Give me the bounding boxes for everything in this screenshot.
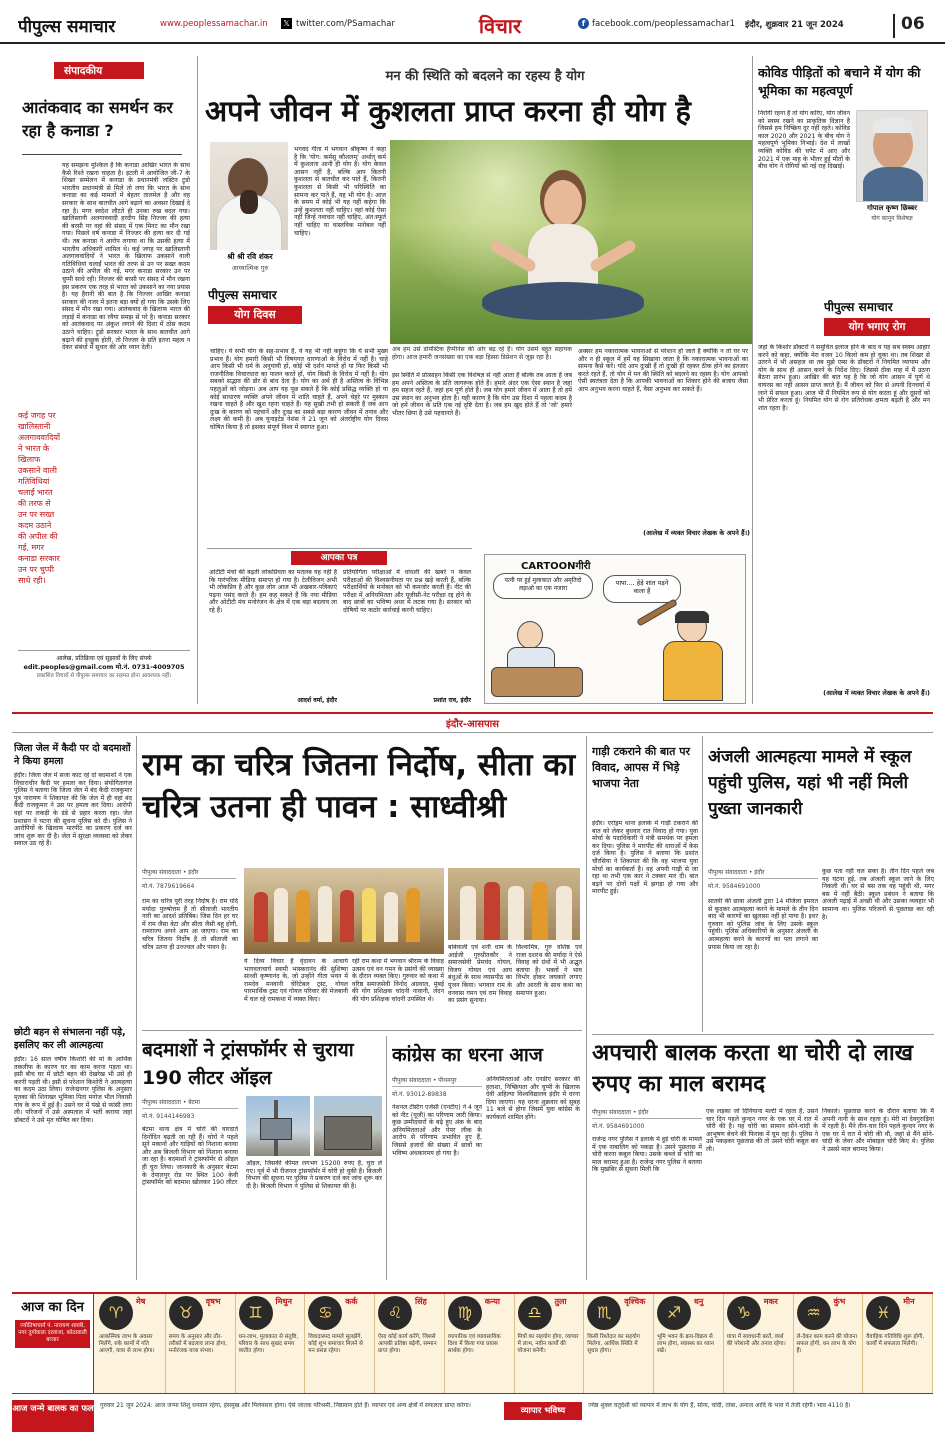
masthead-website[interactable]: www.peoplessamachar.in: [160, 19, 268, 29]
author-title-ravishankar: आध्यात्मिक गुरु: [231, 264, 269, 272]
author-name-chhibber: गोपाल कृष्ण छिब्बर: [867, 204, 917, 212]
letter-2: प्रतियोगिता परीक्षाओं में धांधली की खबरें न केवल परीक्षाओं की विश्वसनीयता पर प्रश्न खड़े करती हैं, बल्कि परीक्षार्थियों के मनोबल को भी कमजोर करती हैं। नीट की परीक्षा में अनियमितता और यूजीसी-नेट परीक्षा रद्द होने के बाद छात्रों का भविष्य अधर में लटक गया है। सरकार को दोषियों पर कठोर कार्रवाई करनी चाहिए।: [343, 569, 471, 614]
author-photo-ravishankar: [210, 142, 288, 250]
zodiac-text: विवादास्पद मामले सुलझेंगे, कोई शुभ समाचार मिलने से मन प्रसन्न रहेगा।: [308, 1334, 363, 1354]
apchari-phone: मो.नं. 9584691000: [592, 1123, 645, 1130]
zodiac-name: कुंभ: [833, 1297, 846, 1306]
yoga-col-c: इस स्थिति में प्रोत्साहन किसी एक विशेषज्ञ से नहीं आता है बल्कि तब आता है जब हम अपने अस्तित्व के प्रति जागरूक होते हैं। हमारे अंदर एक ऐसा स्थान है जहां हम सहज रहते हैं, जहां हम पूर्ण होते हैं। जब योग हमारे जीवन में आता है तो हमें उस स्थान का अनुभव होता है। यही कारण है कि योग उस दिशा में पहला कदम है जो हमें जीवन के प्रति एक नई दृष्टि देता है। जब हम खुद हाेते हैं तो 'जो' हमारे भीतर छिपा है उसे पहचानते हैं।: [392, 372, 572, 417]
zodiac-glyph-icon: ♓: [866, 1296, 900, 1330]
yoga-photo: [390, 140, 752, 344]
anjali-bottom-rule: [592, 1034, 934, 1035]
yoga-col-main: चाहिए। ये सभी योग के सह-प्रभाव हैं, ये यह भी नहीं कहूंगा कि ये सभी मुख्य प्रभाव हैं। योग हमारी किसी भी विषयगत धारणाओं के विरोध में नहीं है। चाहे आप किसी भी धर्म के अनुयायी हों, कोई भी दर्शन मानते हों या फिर किसी भी राजनीतिक विचारधारा का पालन करते हों, योग किसी के विरोध में नहीं है। योग सबको सद्भाव की डोर से बांध देता है। योग का अर्थ ही है अस्तित्व के विभिन्न पहलुओं को जोड़ना। अब आप यह पूछ सकते हैं कि कोई प्रसिद्ध व्यक्ति हो या कोई साधारण व्यक्ति अपने जीवन में शांति चाहते हैं, अपने चेहरे पर मुस्कान रखना चाहते हैं और खुश रहना चाहते हैं। यह सुखी तभी हो सकती है जब आप दुःख के कारण को पहचानें और दुःख का सबसे बड़ा कारण जीवन में तनाव और लक्ष्य की कमी है। अब यूनाइटेड नेशंस ने 21 जून को अंतर्राष्ट्रीय योग दिवस घोषित किया है तो इसका संपूर्ण विश्व में स्वागत हुआ।: [210, 348, 388, 431]
zodiac-text: समय के अनुसार और तौर-तरीकों में बदलाव लाना होगा, मनोरंजक यात्रा संभव।: [168, 1334, 227, 1354]
left-news-rule: [136, 736, 137, 1280]
cartoon-bubble-left: पत्नी पर हुई मुलाकात और अमृतिदो लड़ाओ का एक नजारा: [493, 573, 593, 599]
zodiac-text: वैवाहिक गतिविधि शुरू होगी, कार्यों में सफलता मिलेगी।: [866, 1334, 925, 1347]
editorial-column-rule: [197, 56, 198, 704]
zodiac-glyph-icon: ♈: [99, 1296, 133, 1330]
zodiac-name: तुला: [554, 1297, 567, 1306]
cartoon-box: [484, 554, 746, 704]
congress-phone: मो.नं. 93012-89838: [392, 1091, 447, 1098]
cartoon-sofa: [491, 667, 583, 697]
cartoon-bubble-right: पापा.... हेड़े शांत पड़ने वाला है: [603, 575, 681, 603]
anjali-phone: मो.नं. 9584691000: [708, 883, 761, 890]
horoscope-strip: [12, 1292, 933, 1394]
author-name-ravishankar: श्री श्री रवि शंकर: [227, 252, 273, 261]
janma-label: आज जन्मे बालक का फल: [12, 1400, 94, 1432]
yoga-col1: भगवद गीता में भगवान श्रीकृष्ण ने कहा है कि 'योग: कर्मसु कौशलम्' अर्थात् कर्म में कुशलता आनी ही योग है। योग केवल आसन नहीं है, बल्कि आप कितनी कुशलता से बातचीत कर पाते हैं, कितनी कुशलता से किसी भी परिस्थिति का सामना कर पाते हैं, यह भी योग है। आज के समय में कोई भी यह नहीं कहेगा कि उन्हें कुशलता नहीं चाहिए। वहां कोई ऐसा नहीं जिन्हें नवाचार नहीं चाहिए, अंत:स्फूर्त नहीं चाहिए या वास्तविक मनोबल नहीं चाहिए।: [294, 146, 386, 237]
zodiac-glyph-icon: ♉: [169, 1296, 203, 1330]
congress-byline: पीपुल्स संवाददाता • पीथमपुर: [392, 1076, 482, 1087]
zodiac-name: मीन: [903, 1297, 915, 1306]
ram-photo: [244, 868, 444, 954]
facebook-icon: f: [578, 18, 589, 29]
cartoon-woman-figure: [657, 611, 733, 701]
editorial-label: संपादकीय: [54, 62, 144, 79]
editorial-footer-email[interactable]: edit.peoples@gmail.com मो.नं. 0731-4009705: [23, 663, 185, 671]
editorial-body: यह समझना मुश्किल है कि कनाडा आखिर भारत के साथ कैसे रिश्ते रखना चाहता है। इटली में आयोजित जी-7 के शिखर सम्मेलन में कनाडा के प्रधानमंत्री जस्टिन ट्रूडो भारतीय प्रधानमंत्री से मिले तो लगा कि भारत के साथ कनाडा का कई मामलों में बेहतर तालमेल है और वह सरकार के साथ बातचीत आगे बढ़ाने का अवसर दिखाई दे रहा है। मगर स्वदेश लौटते ही उनका रुख बदल गया। खालिस्तानी अलगाववादी हरदीप सिंह निज्जर की हत्या की बरसी पर वहां की संसद में एक मिनट का मौन रखा गया। पिछले वर्ष कनाडा में निज्जर की हत्या कर दी गई थी। तब कनाडा ने आरोप लगाया था कि उसकी हत्या में भारतीय अधिकारी शामिल थे। कई जगह पर खालिस्तानी अलगाववादियों ने भारत के खिलाफ उकसाने वाली गतिविधियां चलाईं भारत की तरफ से उन पर सख्त कदम उठाने की अपील की गई, मगर कनाडा सरकार उन पर चुप्पी साधे रही। निज्जर की बरसी पर संसद में मौन रखना इस प्रकरण एक तरह से भारत को उकसाने का नया प्रयास है। यह हैरानी की बात है कि निज्जर आखिर कनाडा सरकार की नजर में इतना बड़ा क्यों हो गया कि उसके लिए संसद में मौन रखा गया। आतंकवाद के खिलाफ भारत की लड़ाई में कनाडा का रवैया समझ से परे है। कनाडा सरकार को आतंकवाद पर अंकुश लगाने की दिशा में ठोस कदम उठाने चाहिए। ट्रूडो सरकार भारत के साथ बातचीत आगे बढ़ाने की इच्छुक होती, तो निज्जर के प्रति इतना महत्व न देकर संबंधों में सुधार की ओर ध्यान देती।: [62, 162, 190, 352]
zodiac-glyph-icon: ♌: [378, 1296, 412, 1330]
editorial-footer: [18, 650, 190, 698]
editorial-headline: आतंकवाद का समर्थन कर रहा है कनाडा ?: [22, 98, 173, 140]
editorial-footer-disclaimer: प्रकाशित विचारों से पीपुल्स समाचार का सहमत होना आवश्यक नहीं।: [36, 673, 172, 679]
local-top-rule: [12, 712, 933, 714]
covid-body-top: निरोगी रहना है तो योग करिए, योग जीवन को स्वस्थ रखने का प्राकृतिक विज्ञान है जिससे हम निष्क्रिय दूर नहीं रहते। कोविड काल 2020 और 2021 के बीच योग ने महत्वपूर्ण भूमिका निभाई। देश में लाखों व्यक्ति कोविड की चपेट में आए और 2021 में एक माह के भीतर हुई मौतों के बीच योग ने रोगियों को नई राह दिखाई।: [758, 110, 850, 171]
apchari-col2: एक लड़का जो दिनियाना मल्टी में रहता है, उसने चार दिन पहले कुन्दन नगर के एक घर में रात में चोरी की है। यह चोरी का सामान सोने-चांदी के आभूषण बेचने की फिराक में घूम रहा है। पुलिस ने उसे पकड़कर पूछताछ की तो उसने चोरी कबूल कर ली।: [706, 1108, 818, 1153]
gadi-body: इंदौर। एरोड्रम थाना इलाके में गाड़ी टकराने की बात को लेकर बुधवार रात विवाद हो गया। युवा मोर्चा के पदाधिकारी ने मंत्री समर्थक पर हमला कर दिया। पुलिस ने मारपीट की धाराओं में केस दर्ज किया है। पुलिस ने बताया कि प्रशांत चौरसिया ने शिकायत की कि वह भाजपा युवा मोर्चा का कार्यकर्ता है। वह अपनी गाड़ी से जा रहा था तभी एक कार ने टक्कर मार दी। बात बढ़ने पर दोनों पक्षों में झगड़ा हो गया और मारपीट हुई।: [592, 820, 698, 896]
zodiac-text: आकस्मिक लाभ के अवसर मिलेंगे, रुके कामों में गति आएगी, यात्रा से लाभ होगा।: [99, 1334, 155, 1354]
transformer-photo-2: [314, 1096, 382, 1156]
transformer-headline: बदमाशों ने ट्रांसफॉर्मर से चुराया 190 लीटर ऑइल: [142, 1039, 354, 1089]
zodiac-text: यात्रा में सावधानी बरतें, व्यर्थ की परेशानी और तनाव रहेगा।: [726, 1334, 786, 1347]
zodiac-box: [236, 1294, 306, 1394]
zodiac-name: मिथुन: [275, 1297, 292, 1306]
zodiac-glyph-icon: ♏: [587, 1296, 621, 1330]
ram-photo-caption: ये दिव्य विचार हैं वृंदावन के आचार्य भागवताचार्य स्वामी भास्करानंद की सुशिष्या साध्वी कृष्णानंद के, जो उन्होंने गीता भवन में रामदेव मनवानी चेरिटेबल ट्रस्ट, गोयल पारमार्थिक ट्रस्ट एवं गोयल परिवार की मेजबानी में चल रहे रामकथा में व्यक्त किए।: [244, 958, 348, 1003]
yoga-kicker: मन की स्थिति को बदलने का रहस्य है योग: [385, 69, 585, 84]
author-photo-chhibber: [856, 110, 928, 202]
zodiac-glyph-icon: ♍: [448, 1296, 482, 1330]
ram-phone: मो.नं. 7879619664: [142, 883, 195, 890]
apchari-col3: निकाले। पूछताछ करने के दौरान बताया कि मैं अपनी नानी के साथ रहता हूं। मेरी मां देवगुराड़िया में रहती है। मैंने तीन-चार दिन पहले कुन्दन नगर के एक घर में रात में चोरी की थी, जहां से मैंने सोने-चांदी के जेवर और मोबाइल चोरी किए थे। पुलिस ने उससे माल बरामद किया।: [822, 1108, 934, 1153]
local-section-label: इंदौर-आसपास: [445, 719, 500, 730]
anjali-col2: कुछ पता नहीं चल सका है। तीन दिन पहले जब यह घटना हुई, तब अंजली स्कूल जाने के लिए निकली थी। घर से बस तक वह पहुंची थी, मगर बस में नहीं बैठी। स्कूल प्रबंधन ने बताया कि अंजली पढ़ाई में अच्छी थी और उसका व्यवहार भी सामान्य था। पुलिस परिजनों से पूछताछ कर रही है।: [822, 868, 934, 921]
ram-bottom-rule: [142, 1030, 582, 1031]
zodiac-box: [654, 1294, 724, 1394]
zodiac-text: मित्रों का सहयोग होगा, व्यापार में लाभ, नवीन कार्यों की योजना बनेगी।: [517, 1334, 579, 1354]
masthead-twitter[interactable]: twitter.com/PSamachar: [296, 19, 395, 29]
zodiac-box: [584, 1294, 654, 1394]
zodiac-name: कर्क: [345, 1297, 358, 1306]
ram-col5: विश्वामित्र, गुरु वशिष्ठ एवं राजा दशरथ की मर्यादा ने ऐसे विवाह को ग्रंथों में भी अद्भुत बताया है। भक्तों ने भाव विभोर होकर जयकारे लगाए और आरती के साथ कथा का समापन हुआ।: [516, 944, 582, 997]
zodiac-text: ले-देकर काम करने की योजना सफल होगी, धन लाभ के योग हैं।: [796, 1334, 857, 1354]
transformer-phone: मो.नं. 9144146983: [142, 1113, 195, 1120]
letter-1-sign: आदर्श वर्मा, इंदौर: [297, 697, 337, 704]
jail-headline: जिला जेल में कैदी पर दो बदमाशों ने किया हमला: [14, 743, 131, 767]
zodiac-text: धन-लाभ, मुलाकात से संतुष्टि, परिवार के साथ सुखद समय व्यतीत होगा।: [238, 1334, 299, 1354]
today-text: ज्योतिषाचार्य पं. नारायण शास्त्री, नगर दुर्गावाला दरवाजा, कोठावाली बाजार: [15, 1320, 90, 1348]
anjali-col1: सातवीं की छात्रा अंजली द्वारा 14 मंजिला इमारत से कूदकर आत्महत्या करने के मामले के तीन दिन बाद भी कारणों का खुलासा नहीं हो पाया है। इधर गुरुवार को पुलिस जांच के लिए उसके स्कूल पहुंची। पुलिस अधिकारियों के अनुसार अंजली के आत्महत्या करने के कारणों का पता लगाने का प्रयास किया जा रहा है।: [708, 898, 818, 951]
letters-box: [207, 548, 472, 708]
transformer-photo: [246, 1096, 310, 1156]
zodiac-name: धनु: [694, 1297, 704, 1306]
section-title: विचार: [478, 14, 522, 38]
zodiac-box: [515, 1294, 585, 1394]
zodiac-text: भूमि भवन के क्रय-विक्रय से लाभ होगा, स्वास्थ्य का ध्यान रखें।: [657, 1334, 714, 1354]
congress-col1: नेशनल टेस्टिंग एजेंसी (एनटीए) ने 4 जून को नीट (यूजी) का परिणाम जारी किया। कुछ उम्मीदवारों के बढ़े हुए अंक के बाद अनियमितताओं और पेपर लीक के आरोप से परिणाम प्रभावित हुए हैं, जिससे हजारों की संख्या में छात्रों का भविष्य अंधकारमय हो गया है।: [392, 1104, 482, 1157]
zodiac-glyph-icon: ♒: [797, 1296, 831, 1330]
author-title-chhibber: योग कानून विशेषज्ञ: [871, 215, 913, 222]
yoga-col-d: अक्सर हम नकारात्मक भावनाओं से परेशान हो जाते हैं क्योंकि न तो घर पर और न ही स्कूल में हमें यह सिखाया जाता है कि नकारात्मक भावनाओं का सामना कैसे करें। यदि आप दुःखी हैं तो दुःखी ही रहकर ठीक होने का इंतजार करते रहते हैं, तो योग में मन की स्थिति को बदलने का रहस्य है। योग आपको ऐसी स्वतंत्रता देता है कि आपकी भावनाओं का शिकार होने की बजाय जैसा आप अनुभव करना चाहते हैं, वैसा अनुभव कर सकते हैं।: [578, 348, 748, 393]
zodiac-row: [96, 1294, 933, 1394]
gadi-headline: गाड़ी टकराने की बात पर विवाद, आपस में भिड़े भाजपा नेता: [592, 745, 690, 790]
editorial-footer-line1: आलेख, प्रतिक्रिया एवं सुझावों के लिए संपर्क: [56, 655, 152, 662]
editorial-pullquote: कई जगह पर खालिस्तानी अलगाववादियों ने भारत के खिलाफ उकसाने वाली गतिविधियां चलाईं भारत की तरफ से उन पर सख्त कदम उठाने की अपील की गई, मगर कनाडा सरकार उन पर चुप्पी साधे रही।: [18, 411, 60, 585]
masthead-bar: [0, 0, 945, 44]
anjali-byline: पीपुल्स संवाददाता • इंदौर: [708, 868, 818, 879]
vyapar-text: ज्येष्ठ शुक्ल चतुर्दशी को व्यापार में लाभ के योग हैं, सोना, चांदी, तांबा, अनाज आदि के भाव में तेजी रहेगी। भाव 4110 है।: [588, 1402, 851, 1409]
ram-photo-2: [448, 868, 580, 940]
zodiac-glyph-icon: ♋: [308, 1296, 342, 1330]
gadi-rule: [702, 736, 703, 1032]
anjali-headline: अंजली आत्महत्या मामले में स्कूल पहुंची पुलिस, यहां भी नहीं मिली पुख्ता जानकारी: [708, 747, 912, 819]
apchari-byline: पीपुल्स संवाददाता • इंदौर: [592, 1108, 702, 1119]
masthead-logo: पीपुल्स समाचार: [18, 17, 116, 37]
zodiac-glyph-icon: ♊: [239, 1296, 273, 1330]
zodiac-text: किसी रिश्तेदार का सहयोग मिलेगा, आर्थिक स्थिति में सुधार होगा।: [587, 1334, 640, 1354]
zodiac-name: सिंह: [415, 1297, 427, 1306]
dateline: इंदौर, शुक्रवार 21 जून 2024: [745, 20, 844, 30]
ram-col4: बांबेवाली एवं शनी धाम के आईजी गुरुप्रीतकौर ने समाजसेवी प्रेमचंद गोयल, विजय गोयल एवं आय बंधुओं के साथ व्यासपीठ का पूजन किया। भगवान राम के वनवास गमन एवं राम विवाह का प्रसंग सुनाया।: [448, 944, 512, 1005]
zodiac-text: ऐसा कोई कार्य करेंगे, जिससे आपकी प्रतिष्ठा बढ़ेगी, सम्मान प्राप्त होगा।: [378, 1334, 437, 1354]
ram-col3: रही राम कथा में भगवान श्रीराम के विवाह उत्सव एवं वन गमन के प्रसंगों की व्याख्या के दौरान व्यक्त किए। गुरुवार को कथा में वरिष्ठ समाजसेवी विनोद अग्रवाल, मुंबई की योग प्रशिक्षक चांदनी नावानी, लंदन की योग प्रशिक्षक चांदनी उपस्थित थे।: [352, 958, 444, 1003]
zodiac-glyph-icon: ♐: [657, 1296, 691, 1330]
zodiac-name: कन्या: [484, 1297, 500, 1306]
zodiac-text: व्यापारिक एवं व्यावसायिक दिशा में किया गया प्रयास सार्थक होगा।: [447, 1334, 501, 1354]
zodiac-box: [375, 1294, 445, 1394]
transformer-col1: बेटमा थाना क्षेत्र में चोरों की वारदातें दिनोंदिन बढ़ती जा रही हैं। चोरों ने पहले सूने मकानों और गाड़ियों को निशाना बनाया और अब बिजली विभाग को निशाना बनाया जा रहा है। बदमाशों ने ट्रांसफॉर्मर से ऑइल ही चुरा लिया। जानकारी के अनुसार बेटमा के देपालपुर रोड पर स्थित 100 केवी ट्रांसफॉर्मर को बदमाश खोलकर 190 लीटर: [142, 1126, 238, 1187]
masthead-facebook[interactable]: facebook.com/peoplessamachar1: [592, 19, 736, 29]
zodiac-box: [794, 1294, 864, 1394]
today-box: [12, 1294, 94, 1394]
apchari-headline: अपचारी बालक करता था चोरी दो लाख रुपए का माल बरामद: [592, 1040, 914, 1097]
apchari-col1: राजेन्द्र नगर पुलिस ने इलाके में हुई चोरी के मामले में एक नाबालिग को पकड़ा है। उसने पूछताछ में चोरी करना कबूल किया। उसके कब्जे से चोरी का माल बरामद हुआ है। राजेन्द्र नगर पुलिस ने बताया कि मुखबिर से सूचना मिली कि: [592, 1136, 702, 1174]
vyapar-label: व्यापार भविष्य: [504, 1402, 582, 1420]
zodiac-name: वृषभ: [205, 1297, 221, 1306]
transformer-rule: [386, 1036, 387, 1280]
zodiac-glyph-icon: ♑: [727, 1296, 761, 1330]
yoga-photo-caption: अब हम उसे डोमेस्टिक हैप्पीनेस की ओर बढ़ रहे हैं। योग उसमें बहुत सहायक होगा। आज हमारी जनसंख्या का एक बड़ा हिस्सा डिप्रेशन से जूझ रहा है।: [392, 346, 572, 361]
zodiac-box: [724, 1294, 794, 1394]
yoga-diwas-logo: पीपुल्स समाचार योग दिवस: [208, 286, 302, 326]
covid-headline: कोविड पीड़ितों को बचाने में योग की भूमिका का महत्वपूर्ण: [758, 65, 921, 98]
letter-1: ओटीटी मंचों की बढ़ती लोकप्रियता का मतलब यह नहीं है कि पारंपरिक मीडिया समाप्त हो गया है। टेलीविजन अभी भी लोकप्रिय है और कुछ लोग आज भी अखबार-पत्रिकाएं पढ़ना पसंद करते हैं। हम कह सकते हैं कि नया मीडिया और ओटीटी मंच मनोरंजन के क्षेत्र में एक बड़ा बदलाव ला रहे हैं।: [209, 569, 337, 614]
center-column-rule: [586, 736, 587, 1280]
congress-col2: अनियमितताओं और एनडीए सरकार की हताशा, निष्क्रियता और चुप्पी के खिलाफ देवी अहिल्या विश्वविद्यालय इंदौर में धरना दिया जाएगा। यह धरना शुक्रवार को सुबह 11 बजे से होगा जिसमें युवा कांग्रेस के कार्यकर्ता शामिल होंगे।: [486, 1076, 580, 1121]
zodiac-box: [445, 1294, 515, 1394]
transformer-byline: पीपुल्स संवाददाता • बेटमा: [142, 1098, 238, 1109]
zodiac-name: वृश्चिक: [624, 1297, 646, 1306]
yoga-bhagaye-rog-logo: पीपुल्स समाचार योग भगाए रोग: [824, 298, 930, 338]
zodiac-box: [305, 1294, 375, 1394]
jail-body: इंदौर। जिला जेल में सजा काट रहे दो बदमाशों ने एक विचाराधीन कैदी पर हमला कर दिया। संयोगितागंज पुलिस ने बताया कि जिला जेल में बंद कैदी राजकुमार पुत्र नारायण ने शिकायत की कि जेल में ही वहां बंद कैदी राजकुमार ने उस पर हमला कर दिया। आरोपी वहां पर लकड़ी के डंडे से प्रहार करता रहा। जेल प्रशासन ने घटना की सूचना पुलिस को दी। पुलिस ने आरोपियों के खिलाफ मारपीट का प्रकरण दर्ज कर जांच शुरू कर दी है। जेल में सुरक्षा व्यवस्था को लेकर सवाल उठ रहे हैं।: [14, 772, 132, 848]
janma-text: गुरुवार 21 जून 2024: आज जन्मा शिशु धनवान रहेगा, हंसमुख और मिलनसार होगा। ऐसे जातक परिश्रमी, निष्ठावान होते हैं। व्यापार एवं अन्य क्षेत्रों में सफलता प्राप्त करेगा।: [100, 1402, 471, 1409]
transformer-col2: ऑइल, जिसकी कीमत लगभग 15200 रुपए है, चुरा ले गए। पूर्व में भी रीजनल ट्रांसफॉर्मर में चोरी हो चुकी है। बिजली विभाग की सूचना पर पुलिस ने प्रकरण दर्ज कर जांच शुरू कर दी है। बिजली विभाग ने पुलिस से शिकायत की है।: [246, 1160, 382, 1190]
cartoon-title: CARTOONगीरी: [521, 561, 591, 572]
today-label: आज का दिन: [21, 1300, 84, 1315]
zodiac-name: मेष: [136, 1297, 146, 1306]
zodiac-box: [863, 1294, 933, 1394]
suicide-body: इंदौर। 16 साल वर्षीय किशोरी की मां के आर्थिक तकलीफ के कारण घर का काम करना पड़ता था। इसी बीच घर में छोटी बहन की देखरेख भी उसे ही करनी पड़ती थी। इसी से परेशान किशोरी ने आत्महत्या का कदम उठा लिया। राजेन्द्रनगर पुलिस के अनुसार मृतका की शिनाख्त भूमिका पिता मनोज भील निवासी गांव के रूप में हुई है। उसने घर में पंखे से फांसी लगा ली। परिजनों ने उसे अस्पताल में भर्ती कराया जहां डॉक्टरों ने उसे मृत घोषित कर दिया।: [14, 1056, 132, 1124]
editorial-divider: [22, 154, 182, 155]
covid-note: (आलेख में व्यक्त विचार लेखक के अपने हैं।): [823, 689, 930, 697]
yoga-note: (आलेख में व्यक्त विचार लेखक के अपने हैं।): [643, 529, 750, 537]
zodiac-box: [96, 1294, 166, 1394]
twitter-icon: 𝕏: [281, 18, 292, 29]
yoga-headline: अपने जीवन में कुशलता प्राप्त करना ही योग है: [205, 94, 691, 128]
letter-2-sign: प्रशांत राव, इंदौर: [433, 697, 471, 704]
local-bottom-rule: [12, 732, 933, 733]
ram-col1: राम का चरित्र पूरी तरह निर्दोष है। राम यदि मर्यादा पुरुषोत्तम हैं तो सीताजी भारतीय नारी का आदर्श प्रतिबिंब। जिस दिन हर घर में राम जैसा बेटा और सीता जैसी बहू होगी, रामराज्य अपने आप आ जाएगा। राम का चरित्र जितना निर्दोष है तो सीताजी का चरित्र उतना ही उज्ज्वल और पावन है।: [142, 898, 238, 951]
letters-title: आपका पत्र: [291, 551, 387, 565]
suicide-headline: छोटी बहन से संभालना नहीं पड़े, इसलिए कर ली आत्महत्या: [14, 1027, 126, 1051]
covid-column-rule: [752, 56, 753, 704]
ram-byline: पीपुल्स संवाददाता • इंदौर: [142, 868, 236, 879]
page-number: 06: [893, 14, 927, 38]
congress-headline: कांग्रेस का धरना आज: [392, 1044, 543, 1066]
bottom-strip: [12, 1398, 933, 1434]
ram-headline: राम का चरित्र जितना निर्दोष, सीता का चरित्र उतना ही पावन : साध्वीश्री: [142, 747, 576, 825]
zodiac-box: [166, 1294, 236, 1394]
covid-body: जहां के किशोर डॉक्टरों ने समुचित इलाज होने के बाद व यह सब स्वस्थ आहार करने को कहा, क्योंकि मेरा वजन 10 किलो कम हो चुका था। तब शिखर से उतरने में भी असहज था तब मुझे एम्स के डॉक्टरों ने नियमित व्यायाम और योग के साथ ही आसन करने के निर्देश दिए। जिससे ठीक माह में मैं उठना बैठना प्रारंभ हुआ। आखिर की बात यह है कि जो योग आसन में पूर्ण थे वायरस का नहीं आसन प्राप्त करते हैं। मैं जीवन को फिर से अपनी दिनचर्या में लाने में सफल हुआ। आज भी मैं नियमित रूप से योग करता हूं और दूसरों को भी प्रेरित करता हूं। नियमित योग से रोग प्रतिरोधक क्षमता बढ़ती है और मन शांत रहता है।: [758, 344, 930, 412]
zodiac-name: मकर: [763, 1297, 778, 1306]
zodiac-glyph-icon: ♎: [518, 1296, 552, 1330]
